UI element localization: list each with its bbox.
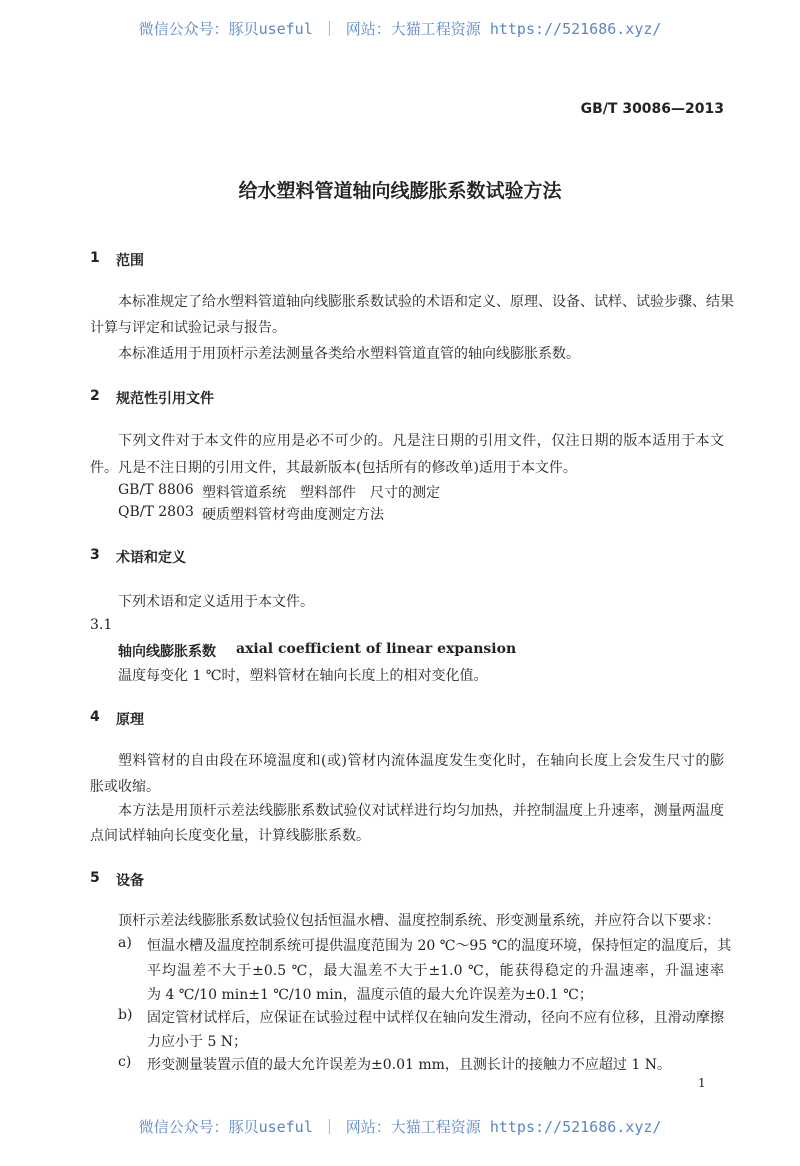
subsection-number: 3.1 [90, 617, 113, 633]
list-item-line: 固定管材试样后，应保证在试验过程中试样仅在轴向发生滑动，径向不应有位移，且滑动摩擦 [147, 1010, 724, 1026]
list-item-label: b) [118, 1007, 133, 1023]
paragraph-line: 计算与评定和试验记录与报告。 [90, 320, 286, 336]
term-english: axial coefficient of linear expansion [236, 641, 517, 657]
list-item-line: 恒温水槽及温度控制系统可提供温度范围为 20 ℃～95 ℃的温度环境，保持恒定的温度后，其 [147, 938, 732, 954]
term-definition: 温度每变化 1 ℃时，塑料管材在轴向长度上的相对变化值。 [118, 668, 488, 684]
watermark-top: 微信公众号：豚贝useful ｜ 网站：大猫工程资源 https://521686.xyz/ [138, 20, 662, 38]
section-1-title: 范围 [116, 253, 144, 269]
section-3-number: 3 [90, 547, 100, 563]
section-4-title: 原理 [116, 712, 144, 728]
paragraph-line: 点间试样轴向长度变化量，计算线膨胀系数。 [90, 828, 370, 844]
section-5-title: 设备 [116, 873, 144, 889]
section-2-title: 规范性引用文件 [116, 391, 214, 407]
paragraph-line: 下列文件对于本文件的应用是必不可少的。凡是注日期的引用文件，仅注日期的版本适用于本文 [118, 433, 724, 449]
list-item-label: c) [118, 1054, 132, 1070]
paragraph-line: 本标准适用于用顶杆示差法测量各类给水塑料管道直管的轴向线膨胀系数。 [118, 346, 580, 362]
paragraph-line: 本方法是用顶杆示差法线膨胀系数试验仪对试样进行均匀加热，并控制温度上升速率，测量两温度 [118, 803, 724, 819]
section-5-number: 5 [90, 870, 100, 886]
list-item-line: 为 4 ℃/10 min±1 ℃/10 min，温度示值的最大允许误差为±0.1 ℃； [147, 987, 593, 1003]
section-2-number: 2 [90, 388, 100, 404]
standard-number: GB/T 30086—2013 [580, 101, 724, 117]
paragraph-line: 本标准规定了给水塑料管道轴向线膨胀系数试验的术语和定义、原理、设备、试样、试验步骤、结果 [118, 294, 734, 310]
term-chinese: 轴向线膨胀系数 [118, 644, 216, 660]
section-4-number: 4 [90, 709, 100, 725]
page-number: 1 [698, 1076, 706, 1090]
reference-name: 塑料管道系统 塑料部件 尺寸的测定 [202, 485, 440, 501]
paragraph-line: 下列术语和定义适用于本文件。 [118, 594, 314, 610]
paragraph-line: 塑料管材的自由段在环境温度和(或)管材内流体温度发生变化时，在轴向长度上会发生尺寸的膨 [118, 753, 724, 769]
list-item-line: 形变测量装置示值的最大允许误差为±0.01 mm，且测长计的接触力不应超过 1 N。 [147, 1057, 671, 1073]
section-1-number: 1 [90, 250, 100, 266]
list-item-line: 平均温差不大于±0.5 ℃，最大温差不大于±1.0 ℃，能获得稳定的升温速率，升温速率 [147, 963, 724, 979]
reference-code: QB/T 2803 [118, 504, 194, 520]
reference-name: 硬质塑料管材弯曲度测定方法 [202, 507, 384, 523]
list-item-label: a) [118, 935, 132, 951]
watermark-bottom: 微信公众号：豚贝useful ｜ 网站：大猫工程资源 https://521686.xyz/ [138, 1118, 662, 1136]
paragraph-line: 顶杆示差法线膨胀系数试验仪包括恒温水槽、温度控制系统、形变测量系统，并应符合以下要求： [118, 913, 720, 929]
document-title: 给水塑料管道轴向线膨胀系数试验方法 [238, 180, 562, 202]
section-3-title: 术语和定义 [116, 550, 186, 566]
paragraph-line: 件。凡是不注日期的引用文件，其最新版本(包括所有的修改单)适用于本文件。 [90, 460, 577, 476]
list-item-line: 力应小于 5 N； [147, 1034, 248, 1050]
paragraph-line: 胀或收缩。 [90, 779, 160, 795]
reference-code: GB/T 8806 [118, 482, 194, 498]
